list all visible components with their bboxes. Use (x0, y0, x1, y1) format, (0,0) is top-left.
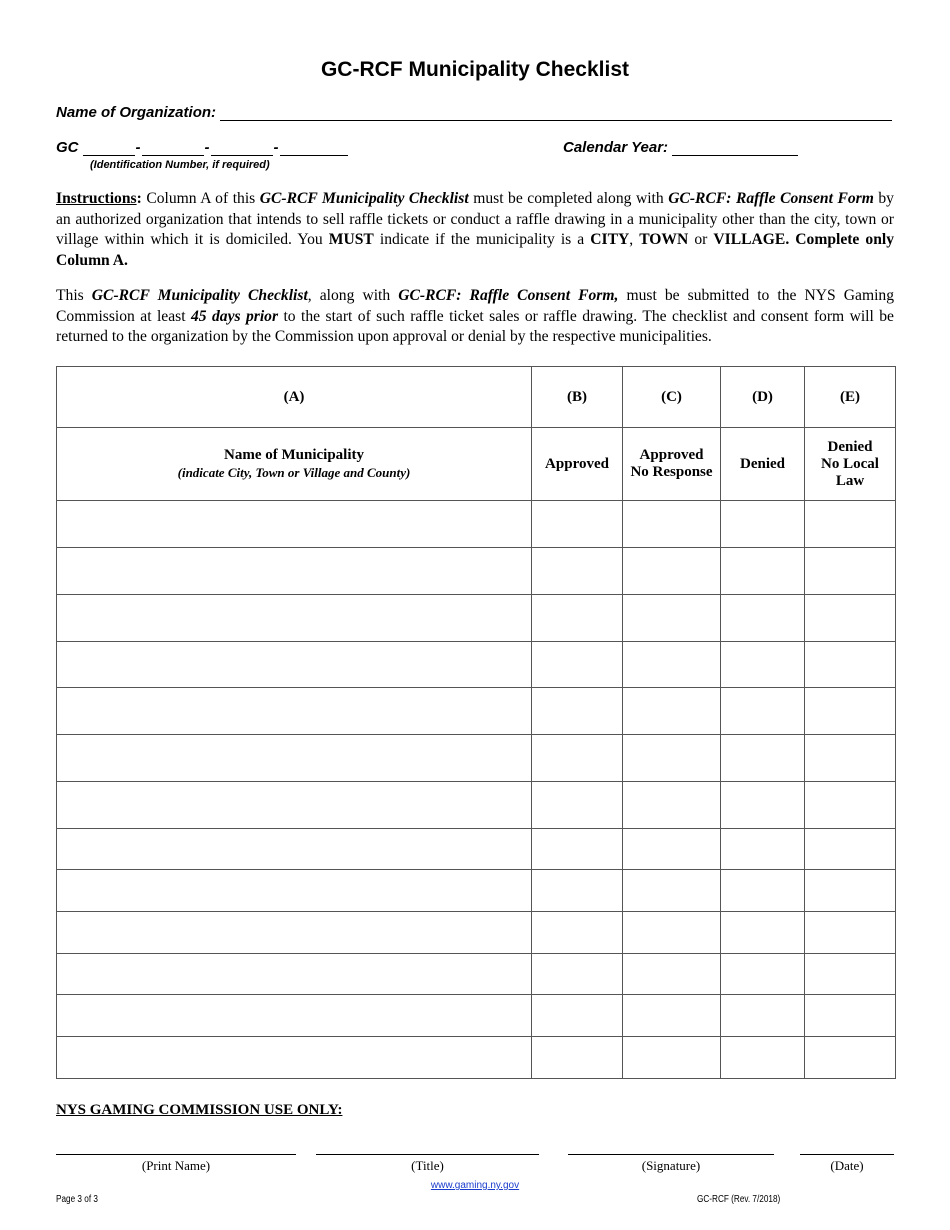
municipality-cell[interactable] (57, 1037, 532, 1079)
gc-id-caption: (Identification Number, if required) (90, 159, 270, 171)
approved-no-response-cell[interactable] (623, 594, 721, 641)
denied-cell[interactable] (721, 1037, 805, 1079)
organization-label: Name of Organization: (56, 104, 217, 121)
municipality-cell[interactable] (57, 781, 532, 828)
approved-no-response-cell[interactable] (623, 688, 721, 735)
denied-no-local-law-cell[interactable] (805, 501, 896, 548)
date-caption: (Date) (830, 1158, 864, 1173)
denied-cell[interactable] (721, 641, 805, 688)
approved-no-response-cell[interactable] (623, 501, 721, 548)
column-letter: (A) (57, 367, 532, 428)
approved-no-response-cell[interactable] (623, 735, 721, 782)
approved-cell[interactable] (532, 688, 623, 735)
calendar-year-label: Calendar Year: (563, 139, 669, 156)
gc-id-field-1[interactable] (83, 141, 135, 156)
column-letter-row (57, 367, 896, 428)
denied-cell[interactable] (721, 781, 805, 828)
approved-no-response-cell[interactable] (623, 953, 721, 995)
column-header-row (57, 428, 896, 501)
column-letter: (E) (805, 367, 896, 428)
calendar-year-row (563, 139, 798, 156)
municipality-cell[interactable] (57, 501, 532, 548)
denied-cell[interactable] (721, 870, 805, 912)
table-row (57, 735, 896, 782)
municipality-cell[interactable] (57, 995, 532, 1037)
approved-cell[interactable] (532, 594, 623, 641)
denied-no-local-law-cell[interactable] (805, 641, 896, 688)
gc-label: GC (56, 139, 79, 156)
municipality-table (56, 366, 896, 1079)
denied-no-local-law-cell[interactable] (805, 781, 896, 828)
table-row (57, 912, 896, 954)
gc-id-row: GC - - - (56, 139, 348, 156)
denied-cell[interactable] (721, 735, 805, 782)
approved-cell[interactable] (532, 735, 623, 782)
column-letter: (C) (623, 367, 721, 428)
approved-cell[interactable] (532, 870, 623, 912)
col-denied-no-local-law-header: Denied No Local Law (805, 428, 896, 501)
commission-use-heading: NYS GAMING COMMISSION USE ONLY: (56, 1102, 343, 1118)
approved-cell[interactable] (532, 912, 623, 954)
form-revision: GC-RCF (Rev. 7/2018) (697, 1194, 781, 1205)
table-row (57, 1037, 896, 1079)
municipality-cell[interactable] (57, 912, 532, 954)
table-row (57, 781, 896, 828)
approved-no-response-cell[interactable] (623, 641, 721, 688)
gc-id-field-2[interactable] (142, 141, 204, 156)
approved-cell[interactable] (532, 1037, 623, 1079)
gc-id-field-4[interactable] (280, 141, 348, 156)
col-municipality-header: Name of Municipality (indicate City, Town or Village and County) (57, 428, 532, 501)
table-row (57, 870, 896, 912)
table-row (57, 594, 896, 641)
print-name-caption: (Print Name) (141, 1158, 211, 1173)
municipality-cell[interactable] (57, 548, 532, 595)
denied-no-local-law-cell[interactable] (805, 870, 896, 912)
title-caption: (Title) (411, 1158, 444, 1173)
approved-cell[interactable] (532, 953, 623, 995)
denied-cell[interactable] (721, 828, 805, 870)
approved-cell[interactable] (532, 995, 623, 1037)
organization-name-row (56, 104, 892, 121)
approved-cell[interactable] (532, 548, 623, 595)
approved-no-response-cell[interactable] (623, 548, 721, 595)
footer-link-wrap (0, 1180, 950, 1191)
signature-caption: (Signature) (641, 1158, 701, 1173)
col-approved-no-response-header: Approved No Response (623, 428, 721, 501)
table-row (57, 688, 896, 735)
denied-cell[interactable] (721, 501, 805, 548)
approved-no-response-cell[interactable] (623, 995, 721, 1037)
column-letter: (D) (721, 367, 805, 428)
denied-cell[interactable] (721, 912, 805, 954)
municipality-cell[interactable] (57, 641, 532, 688)
denied-no-local-law-cell[interactable] (805, 594, 896, 641)
approved-no-response-cell[interactable] (623, 1037, 721, 1079)
denied-no-local-law-cell[interactable] (805, 688, 896, 735)
submission-paragraph: This GC-RCF Municipality Checklist, along with GC-RCF: Raffle Consent Form, must be submitted to the NYS Gaming Commission at least 45 days prior to the start of such raffle ticket sales or raffle drawing. The checklist and consent form will be returned to the organization by the Commission upon approval or denial by the respective municipalities. (56, 287, 894, 345)
municipality-cell[interactable] (57, 688, 532, 735)
approved-cell[interactable] (532, 828, 623, 870)
approved-cell[interactable] (532, 781, 623, 828)
table-row (57, 501, 896, 548)
table-row (57, 828, 896, 870)
table-row (57, 548, 896, 595)
denied-no-local-law-cell[interactable] (805, 953, 896, 995)
title-signature-line[interactable] (316, 1154, 539, 1174)
gaming-website-link[interactable]: www.gaming.ny.gov (430, 1180, 520, 1191)
approved-no-response-cell[interactable] (623, 828, 721, 870)
table-row (57, 953, 896, 995)
gc-id-field-3[interactable] (211, 141, 273, 156)
table-row (57, 995, 896, 1037)
denied-cell[interactable] (721, 548, 805, 595)
instructions-paragraph: Instructions: Column A of this GC-RCF Municipality Checklist must be completed along with GC-RCF: Raffle Consent Form by an authorized organization that intends to sell raffle tickets or conduct a raffle drawing in a municipality other than the city, town or village within which it is domiciled. You MUST indicate if the municipality is a CITY, TOWN or VILLAGE. Complete only Column A. (56, 190, 894, 269)
column-letter: (B) (532, 367, 623, 428)
print-name-signature-line[interactable] (56, 1154, 296, 1174)
approved-no-response-cell[interactable] (623, 781, 721, 828)
col-approved-header: Approved (532, 428, 623, 501)
approved-cell[interactable] (532, 641, 623, 688)
municipality-cell[interactable] (57, 953, 532, 995)
approved-no-response-cell[interactable] (623, 870, 721, 912)
denied-cell[interactable] (721, 995, 805, 1037)
signature-line[interactable] (568, 1154, 774, 1174)
denied-cell[interactable] (721, 594, 805, 641)
approved-cell[interactable] (532, 501, 623, 548)
municipality-cell[interactable] (57, 735, 532, 782)
table-row (57, 641, 896, 688)
denied-cell[interactable] (721, 688, 805, 735)
page-title: GC-RCF Municipality Checklist (320, 58, 630, 81)
denied-cell[interactable] (721, 953, 805, 995)
col-denied-header: Denied (721, 428, 805, 501)
denied-no-local-law-cell[interactable] (805, 548, 896, 595)
date-signature-line[interactable] (800, 1154, 894, 1174)
calendar-year-field[interactable] (672, 141, 798, 156)
denied-no-local-law-cell[interactable] (805, 1037, 896, 1079)
approved-no-response-cell[interactable] (623, 912, 721, 954)
instructions-heading: Instructions (56, 190, 137, 207)
municipality-cell[interactable] (57, 828, 532, 870)
denied-no-local-law-cell[interactable] (805, 995, 896, 1037)
page-number: Page 3 of 3 (56, 1194, 98, 1205)
municipality-cell[interactable] (57, 870, 532, 912)
organization-name-field[interactable] (220, 106, 892, 121)
denied-no-local-law-cell[interactable] (805, 735, 896, 782)
municipality-cell[interactable] (57, 594, 532, 641)
denied-no-local-law-cell[interactable] (805, 828, 896, 870)
denied-no-local-law-cell[interactable] (805, 912, 896, 954)
